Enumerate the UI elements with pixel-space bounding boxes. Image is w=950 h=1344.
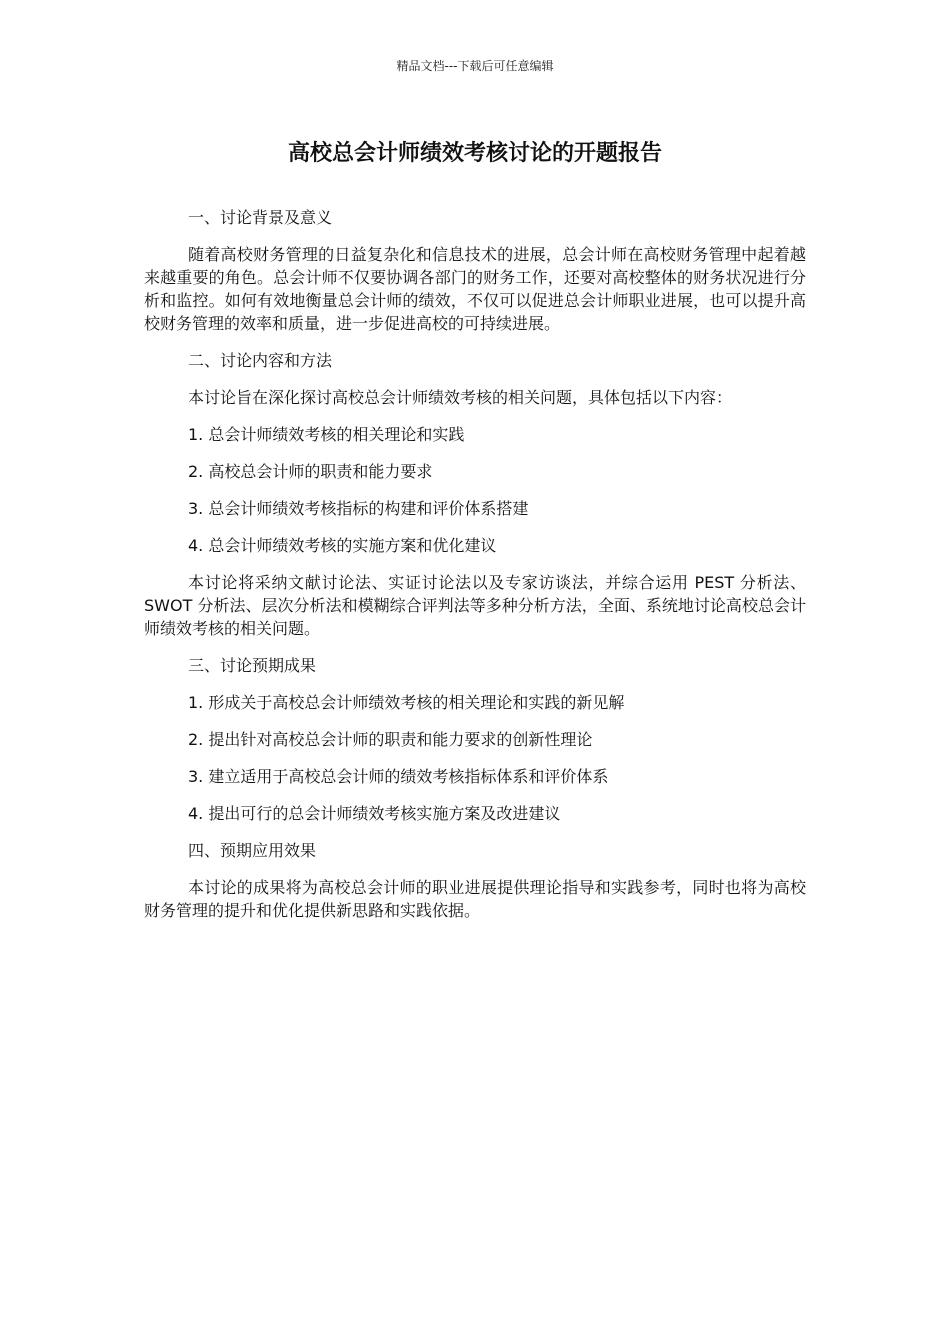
section-intro-2: 本讨论旨在深化探讨高校总会计师绩效考核的相关问题，具体包括以下内容： [188,388,733,407]
section-heading-1: 一、讨论背景及意义 [188,208,333,227]
list-item: 1. 总会计师绩效考核的相关理论和实践 [188,425,465,444]
section-paragraph-1: 随着高校财务管理的日益复杂化和信息技术的进展，总会计师在高校财务管理中起着越来越重要的角色。总会计师不仅要协调各部门的财务工作，还要对高校整体的财务状况进行分析和监控。如何有效地衡量总会计师的绩效，不仅可以促进总会计师职业进展，也可以提升高校财务管理的效率和质量，进一步促进高校的可持续进展。 [144,245,806,333]
list-item: 2. 提出针对高校总会计师的职责和能力要求的创新性理论 [188,730,593,749]
list-item: 3. 总会计师绩效考核指标的构建和评价体系搭建 [188,499,529,518]
document-body [144,206,806,936]
page-header: 精品文档---下载后可任意编辑 [396,59,554,73]
document-title: 高校总会计师绩效考核讨论的开题报告 [287,141,662,166]
section-heading-4: 四、预期应用效果 [188,841,317,860]
list-item: 4. 提出可行的总会计师绩效考核实施方案及改进建议 [188,804,561,823]
section-heading-2: 二、讨论内容和方法 [188,351,333,370]
list-item: 3. 建立适用于高校总会计师的绩效考核指标体系和评价体系 [188,767,609,786]
section-heading-3: 三、讨论预期成果 [188,656,317,675]
list-item: 1. 形成关于高校总会计师绩效考核的相关理论和实践的新见解 [188,693,625,712]
section-paragraph-4: 本讨论的成果将为高校总会计师的职业进展提供理论指导和实践参考，同时也将为高校财务管理的提升和优化提供新思路和实践依据。 [144,878,806,920]
list-item: 2. 高校总会计师的职责和能力要求 [188,462,433,481]
list-item: 4. 总会计师绩效考核的实施方案和优化建议 [188,536,497,555]
section-closing-2: 本讨论将采纳文献讨论法、实证讨论法以及专家访谈法，并综合运用 PEST 分析法、SWOT 分析法、层次分析法和模糊综合评判法等多种分析方法，全面、系统地讨论高校总会计师绩效考核的相关问题。 [144,573,806,638]
